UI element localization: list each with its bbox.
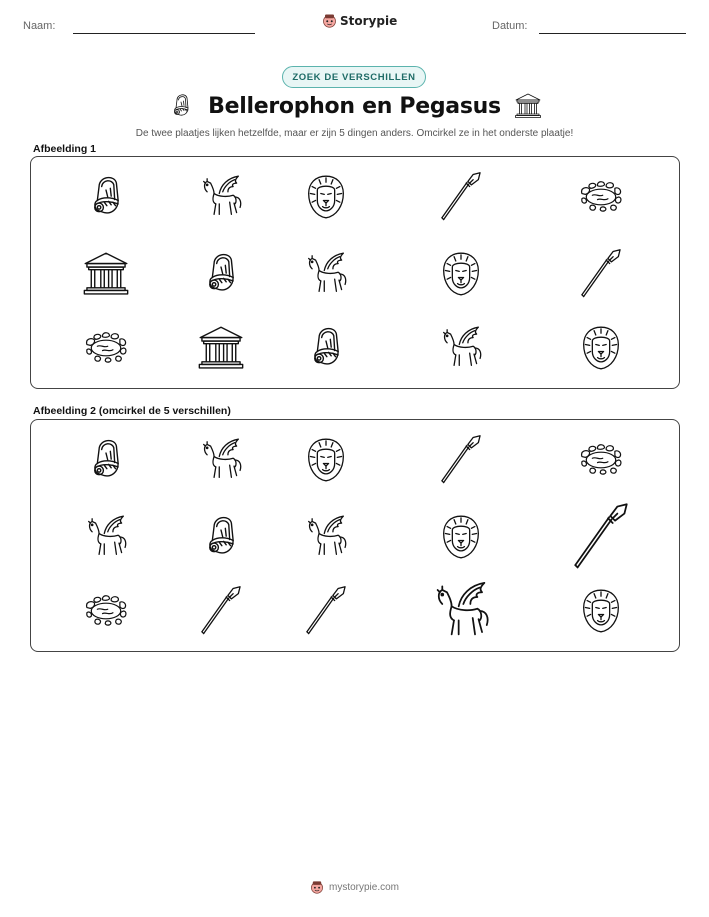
grid-cell[interactable] bbox=[300, 585, 352, 637]
grid-cell[interactable] bbox=[195, 434, 247, 486]
footer bbox=[0, 880, 709, 894]
lion-icon bbox=[300, 434, 352, 486]
name-line[interactable] bbox=[73, 33, 255, 34]
bridle-icon bbox=[80, 434, 132, 486]
temple-icon bbox=[513, 91, 543, 121]
grid-cell bbox=[80, 322, 132, 374]
grid-cell[interactable] bbox=[195, 511, 247, 563]
spear-icon bbox=[575, 248, 627, 300]
pegasus-icon bbox=[435, 322, 487, 374]
storypie-logo-icon bbox=[310, 880, 324, 894]
grid-cell bbox=[300, 322, 352, 374]
pegasus-icon bbox=[300, 248, 352, 300]
bridle-icon bbox=[195, 248, 247, 300]
grid-cell bbox=[435, 171, 487, 223]
date-label: Datum: bbox=[492, 20, 528, 32]
rocks-icon bbox=[575, 171, 627, 223]
grid-cell bbox=[435, 322, 487, 374]
bridle-icon bbox=[195, 511, 247, 563]
pegasus-icon bbox=[80, 511, 132, 563]
picture-1-label: Afbeelding 1 bbox=[33, 143, 97, 155]
grid-cell bbox=[300, 171, 352, 223]
footer-url: mystorypie.com bbox=[328, 881, 399, 893]
grid-cell bbox=[80, 171, 132, 223]
lion-icon bbox=[435, 248, 487, 300]
grid-cell bbox=[195, 171, 247, 223]
grid-cell[interactable] bbox=[575, 585, 627, 637]
grid-cell[interactable] bbox=[300, 511, 352, 563]
grid-cell bbox=[575, 322, 627, 374]
storypie-logo-icon bbox=[322, 13, 337, 28]
grid-cell bbox=[195, 248, 247, 300]
bridle-icon bbox=[166, 91, 196, 121]
spear-icon bbox=[195, 585, 247, 637]
brand-logo bbox=[322, 13, 397, 28]
picture-2-label: Afbeelding 2 (omcirkel de 5 verschillen) bbox=[33, 405, 231, 417]
name-label: Naam: bbox=[23, 20, 56, 32]
spear-icon bbox=[300, 585, 352, 637]
grid-cell bbox=[575, 248, 627, 300]
spear-icon bbox=[435, 434, 487, 486]
lion-icon bbox=[300, 171, 352, 223]
title-row bbox=[0, 91, 709, 121]
grid-cell bbox=[435, 248, 487, 300]
grid-cell[interactable] bbox=[80, 585, 132, 637]
instructions: De twee plaatjes lijken hetzelfde, maar er zijn 5 dingen anders. Omcirkel ze in het onderste plaatje! bbox=[135, 128, 574, 139]
grid-cell[interactable] bbox=[426, 576, 496, 646]
grid-cell bbox=[575, 171, 627, 223]
picture-2-panel[interactable] bbox=[30, 419, 680, 652]
temple-icon bbox=[195, 322, 247, 374]
rocks-icon bbox=[575, 434, 627, 486]
pegasus-icon bbox=[300, 511, 352, 563]
pegasus-icon bbox=[195, 434, 247, 486]
grid-cell[interactable] bbox=[435, 511, 487, 563]
picture-1-panel bbox=[30, 156, 680, 389]
grid-cell bbox=[80, 248, 132, 300]
date-line[interactable] bbox=[539, 33, 686, 34]
rocks-icon bbox=[80, 585, 132, 637]
grid-cell[interactable] bbox=[195, 585, 247, 637]
temple-icon bbox=[80, 248, 132, 300]
bridle-icon bbox=[300, 322, 352, 374]
rocks-icon bbox=[80, 322, 132, 374]
lion-icon bbox=[435, 511, 487, 563]
lion-icon bbox=[575, 322, 627, 374]
pegasus-icon bbox=[426, 576, 496, 646]
grid-cell[interactable] bbox=[435, 434, 487, 486]
grid-cell[interactable] bbox=[300, 434, 352, 486]
pegasus-icon bbox=[195, 171, 247, 223]
spear-icon bbox=[566, 502, 636, 572]
bridle-icon bbox=[80, 171, 132, 223]
grid-cell bbox=[195, 322, 247, 374]
grid-cell[interactable] bbox=[566, 502, 636, 572]
grid-cell[interactable] bbox=[575, 434, 627, 486]
brand-name: Storypie bbox=[340, 13, 398, 28]
activity-badge: ZOEK DE VERSCHILLEN bbox=[282, 66, 426, 88]
grid-cell[interactable] bbox=[80, 511, 132, 563]
grid-cell[interactable] bbox=[80, 434, 132, 486]
spear-icon bbox=[435, 171, 487, 223]
page-title: Bellerophon en Pegasus bbox=[208, 93, 501, 119]
lion-icon bbox=[575, 585, 627, 637]
grid-cell bbox=[300, 248, 352, 300]
